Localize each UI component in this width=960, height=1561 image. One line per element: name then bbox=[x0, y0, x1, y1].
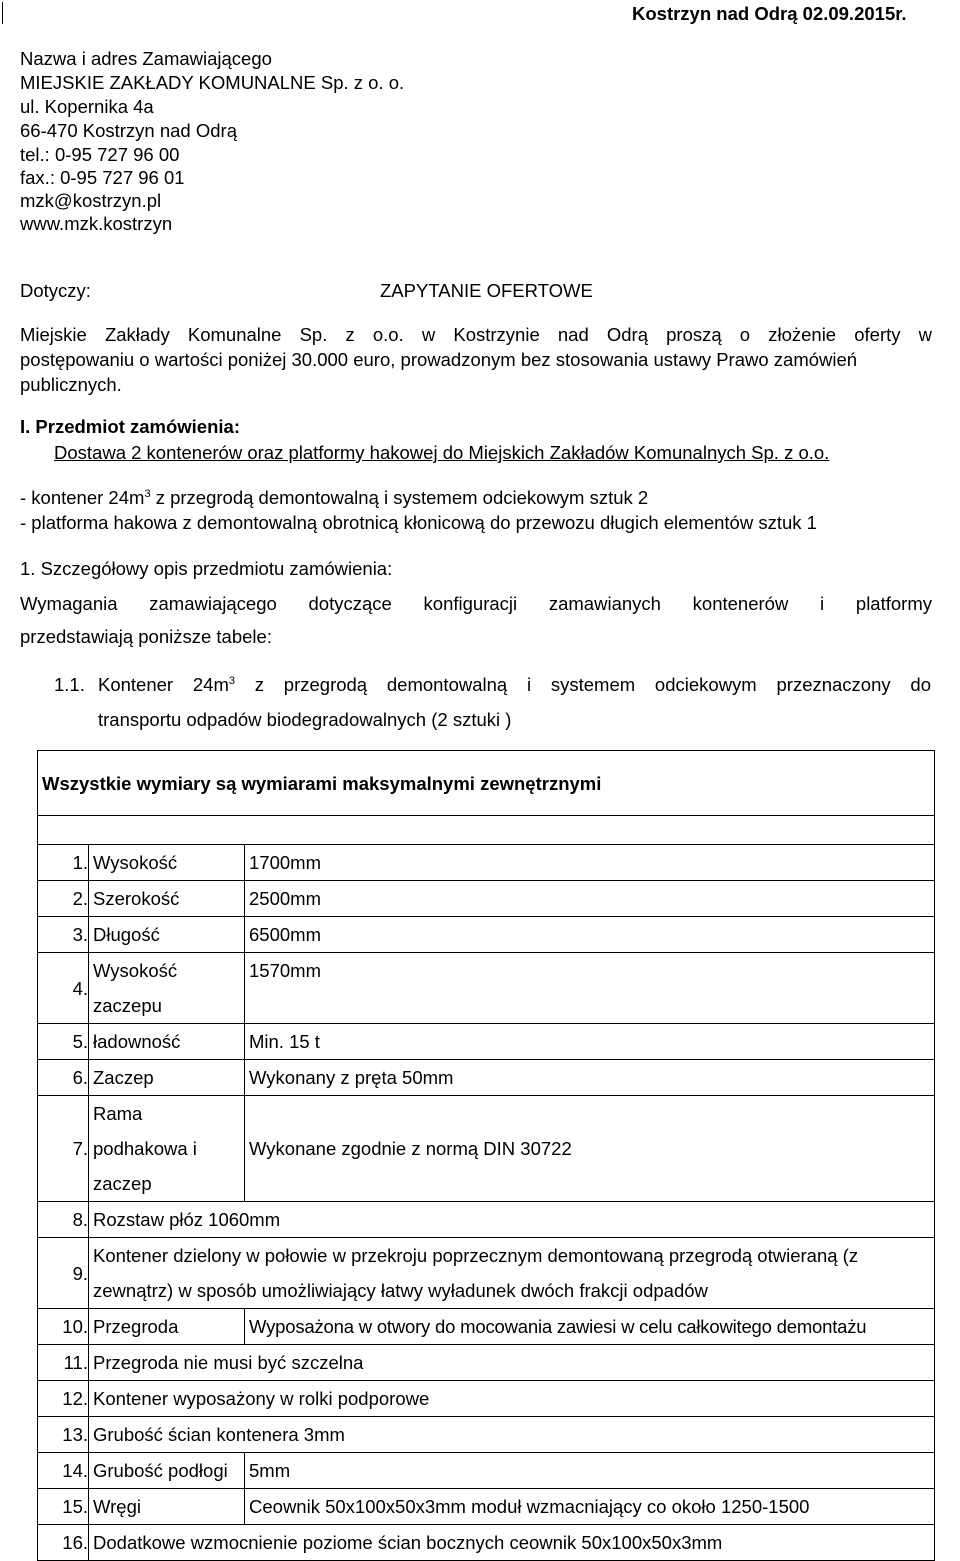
row-value: Wykonany z pręta 50mm bbox=[245, 1060, 935, 1096]
row-number: 10. bbox=[38, 1309, 89, 1345]
order-description: Dostawa 2 kontenerów oraz platformy hakowej do Miejskich Zakładów Komunalnych Sp. z o.o. bbox=[54, 442, 830, 463]
row-name: Przegroda bbox=[89, 1309, 245, 1345]
table-row bbox=[38, 1096, 935, 1202]
orderer-line: MIEJSKIE ZAKŁADY KOMUNALNE Sp. z o. o. bbox=[20, 72, 405, 93]
table-row bbox=[38, 1060, 935, 1096]
row-text: Dodatkowe wzmocnienie poziome ścian bocznych ceownik 50x100x50x3mm bbox=[89, 1525, 935, 1561]
table-row bbox=[38, 1202, 935, 1238]
orderer-line: 66-470 Kostrzyn nad Odrą bbox=[20, 120, 237, 141]
table-row bbox=[38, 845, 935, 881]
row-value: Wykonane zgodnie z normą DIN 30722 bbox=[245, 1096, 935, 1202]
orderer-line: ul. Kopernika 4a bbox=[20, 96, 154, 117]
row-number: 5. bbox=[38, 1024, 89, 1060]
table-row bbox=[38, 1309, 935, 1345]
row-name: Rama podhakowa i zaczep bbox=[89, 1096, 245, 1202]
row-name: Wręgi bbox=[89, 1489, 245, 1525]
table-row bbox=[38, 1238, 935, 1309]
requirements-line: przedstawiają poniższe tabele: bbox=[20, 626, 272, 647]
order-item-platform: - platforma hakowa z demontowalną obrotnicą kłonicową do przewozu długich elementów sztuk 1 bbox=[20, 512, 817, 533]
row-text: Grubość ścian kontenera 3mm bbox=[89, 1417, 935, 1453]
table-row bbox=[38, 1489, 935, 1525]
row-value: Ceownik 50x100x50x3mm moduł wzmacniający co około 1250-1500 bbox=[245, 1489, 935, 1525]
row-value: 1700mm bbox=[245, 845, 935, 881]
intro-line: postępowaniu o wartości poniżej 30.000 euro, prowadzonym bez stosowania ustawy Prawo zamówień bbox=[20, 349, 858, 370]
place-date: Kostrzyn nad Odrą 02.09.2015r. bbox=[632, 3, 907, 24]
row-number: 15. bbox=[38, 1489, 89, 1525]
table-row bbox=[38, 953, 935, 1024]
orderer-line: fax.: 0-95 727 96 01 bbox=[20, 167, 185, 188]
row-number: 9. bbox=[38, 1238, 89, 1309]
orderer-title: Nazwa i adres Zamawiającego bbox=[20, 48, 272, 69]
row-number: 8. bbox=[38, 1202, 89, 1238]
row-number: 4. bbox=[38, 953, 89, 1024]
row-name: Wysokość bbox=[89, 845, 245, 881]
row-name: Zaczep bbox=[89, 1060, 245, 1096]
table-row bbox=[38, 1345, 935, 1381]
row-text: Kontener dzielony w połowie w przekroju poprzecznym demontowaną przegrodą otwieraną (z zewnątrz) w sposób umożliwiający łatwy wyładunek dwóch frakcji odpadów bbox=[89, 1238, 935, 1309]
row-number: 13. bbox=[38, 1417, 89, 1453]
row-number: 11. bbox=[38, 1345, 89, 1381]
section-heading: 1. Szczegółowy opis przedmiotu zamówienia: bbox=[20, 558, 393, 579]
row-name: Szerokość bbox=[89, 881, 245, 917]
row-value: 5mm bbox=[245, 1453, 935, 1489]
subsection-title: Kontener $24m^3$ z przegrodą demontowalną i systemem odciekowym przeznaczony do bbox=[98, 674, 931, 695]
table-row bbox=[38, 1453, 935, 1489]
row-number: 1. bbox=[38, 845, 89, 881]
row-name: Długość bbox=[89, 917, 245, 953]
document-title: ZAPYTANIE OFERTOWE bbox=[380, 280, 593, 301]
subsection-title-cont: transportu odpadów biodegradowalnych (2 sztuki ) bbox=[98, 709, 512, 730]
row-name: Grubość podłogi bbox=[89, 1453, 245, 1489]
table-row bbox=[38, 1417, 935, 1453]
table-header: Wszystkie wymiary są wymiarami maksymalnymi zewnętrznymi bbox=[38, 751, 935, 816]
table-row bbox=[38, 1381, 935, 1417]
row-value: 1570mm bbox=[245, 953, 935, 1024]
row-text: Rozstaw płóz 1060mm bbox=[89, 1202, 935, 1238]
text-cursor bbox=[2, 2, 3, 24]
table-row bbox=[38, 881, 935, 917]
row-name: ładowność bbox=[89, 1024, 245, 1060]
row-number: 7. bbox=[38, 1096, 89, 1202]
row-value: Wyposażona w otwory do mocowania zawiesi w celu całkowitego demontażu bbox=[245, 1309, 935, 1345]
subject-label: Dotyczy: bbox=[20, 280, 91, 301]
row-number: 3. bbox=[38, 917, 89, 953]
row-value: 2500mm bbox=[245, 881, 935, 917]
row-number: 6. bbox=[38, 1060, 89, 1096]
spec-table bbox=[37, 750, 935, 1561]
row-value: Min. 15 t bbox=[245, 1024, 935, 1060]
intro-line: Miejskie Zakłady Komunalne Sp. z o.o. w Kostrzynie nad Odrą proszą o złożenie oferty w bbox=[20, 324, 932, 345]
row-number: 16. bbox=[38, 1525, 89, 1561]
table-spacer bbox=[38, 816, 935, 845]
orderer-line: tel.: 0-95 727 96 00 bbox=[20, 144, 180, 165]
order-item-container: - kontener $24m^3$ z przegrodą demontowalną i systemem odciekowym sztuk 2 bbox=[20, 487, 649, 508]
requirements-line: Wymagania zamawiającego dotyczące konfiguracji zamawianych kontenerów i platformy bbox=[20, 593, 932, 614]
intro-line: publicznych. bbox=[20, 374, 122, 395]
row-number: 14. bbox=[38, 1453, 89, 1489]
row-number: 12. bbox=[38, 1381, 89, 1417]
row-name: Wysokość zaczepu bbox=[89, 953, 245, 1024]
section-heading: I. Przedmiot zamówienia: bbox=[20, 416, 240, 437]
table-row bbox=[38, 917, 935, 953]
row-number: 2. bbox=[38, 881, 89, 917]
subsection-number: 1.1. bbox=[54, 674, 85, 695]
orderer-website: www.mzk.kostrzyn bbox=[20, 213, 173, 234]
row-text: Przegroda nie musi być szczelna bbox=[89, 1345, 935, 1381]
table-row bbox=[38, 1024, 935, 1060]
table-row bbox=[38, 1525, 935, 1561]
row-value: 6500mm bbox=[245, 917, 935, 953]
orderer-email: mzk@kostrzyn.pl bbox=[20, 190, 162, 211]
row-text: Kontener wyposażony w rolki podporowe bbox=[89, 1381, 935, 1417]
